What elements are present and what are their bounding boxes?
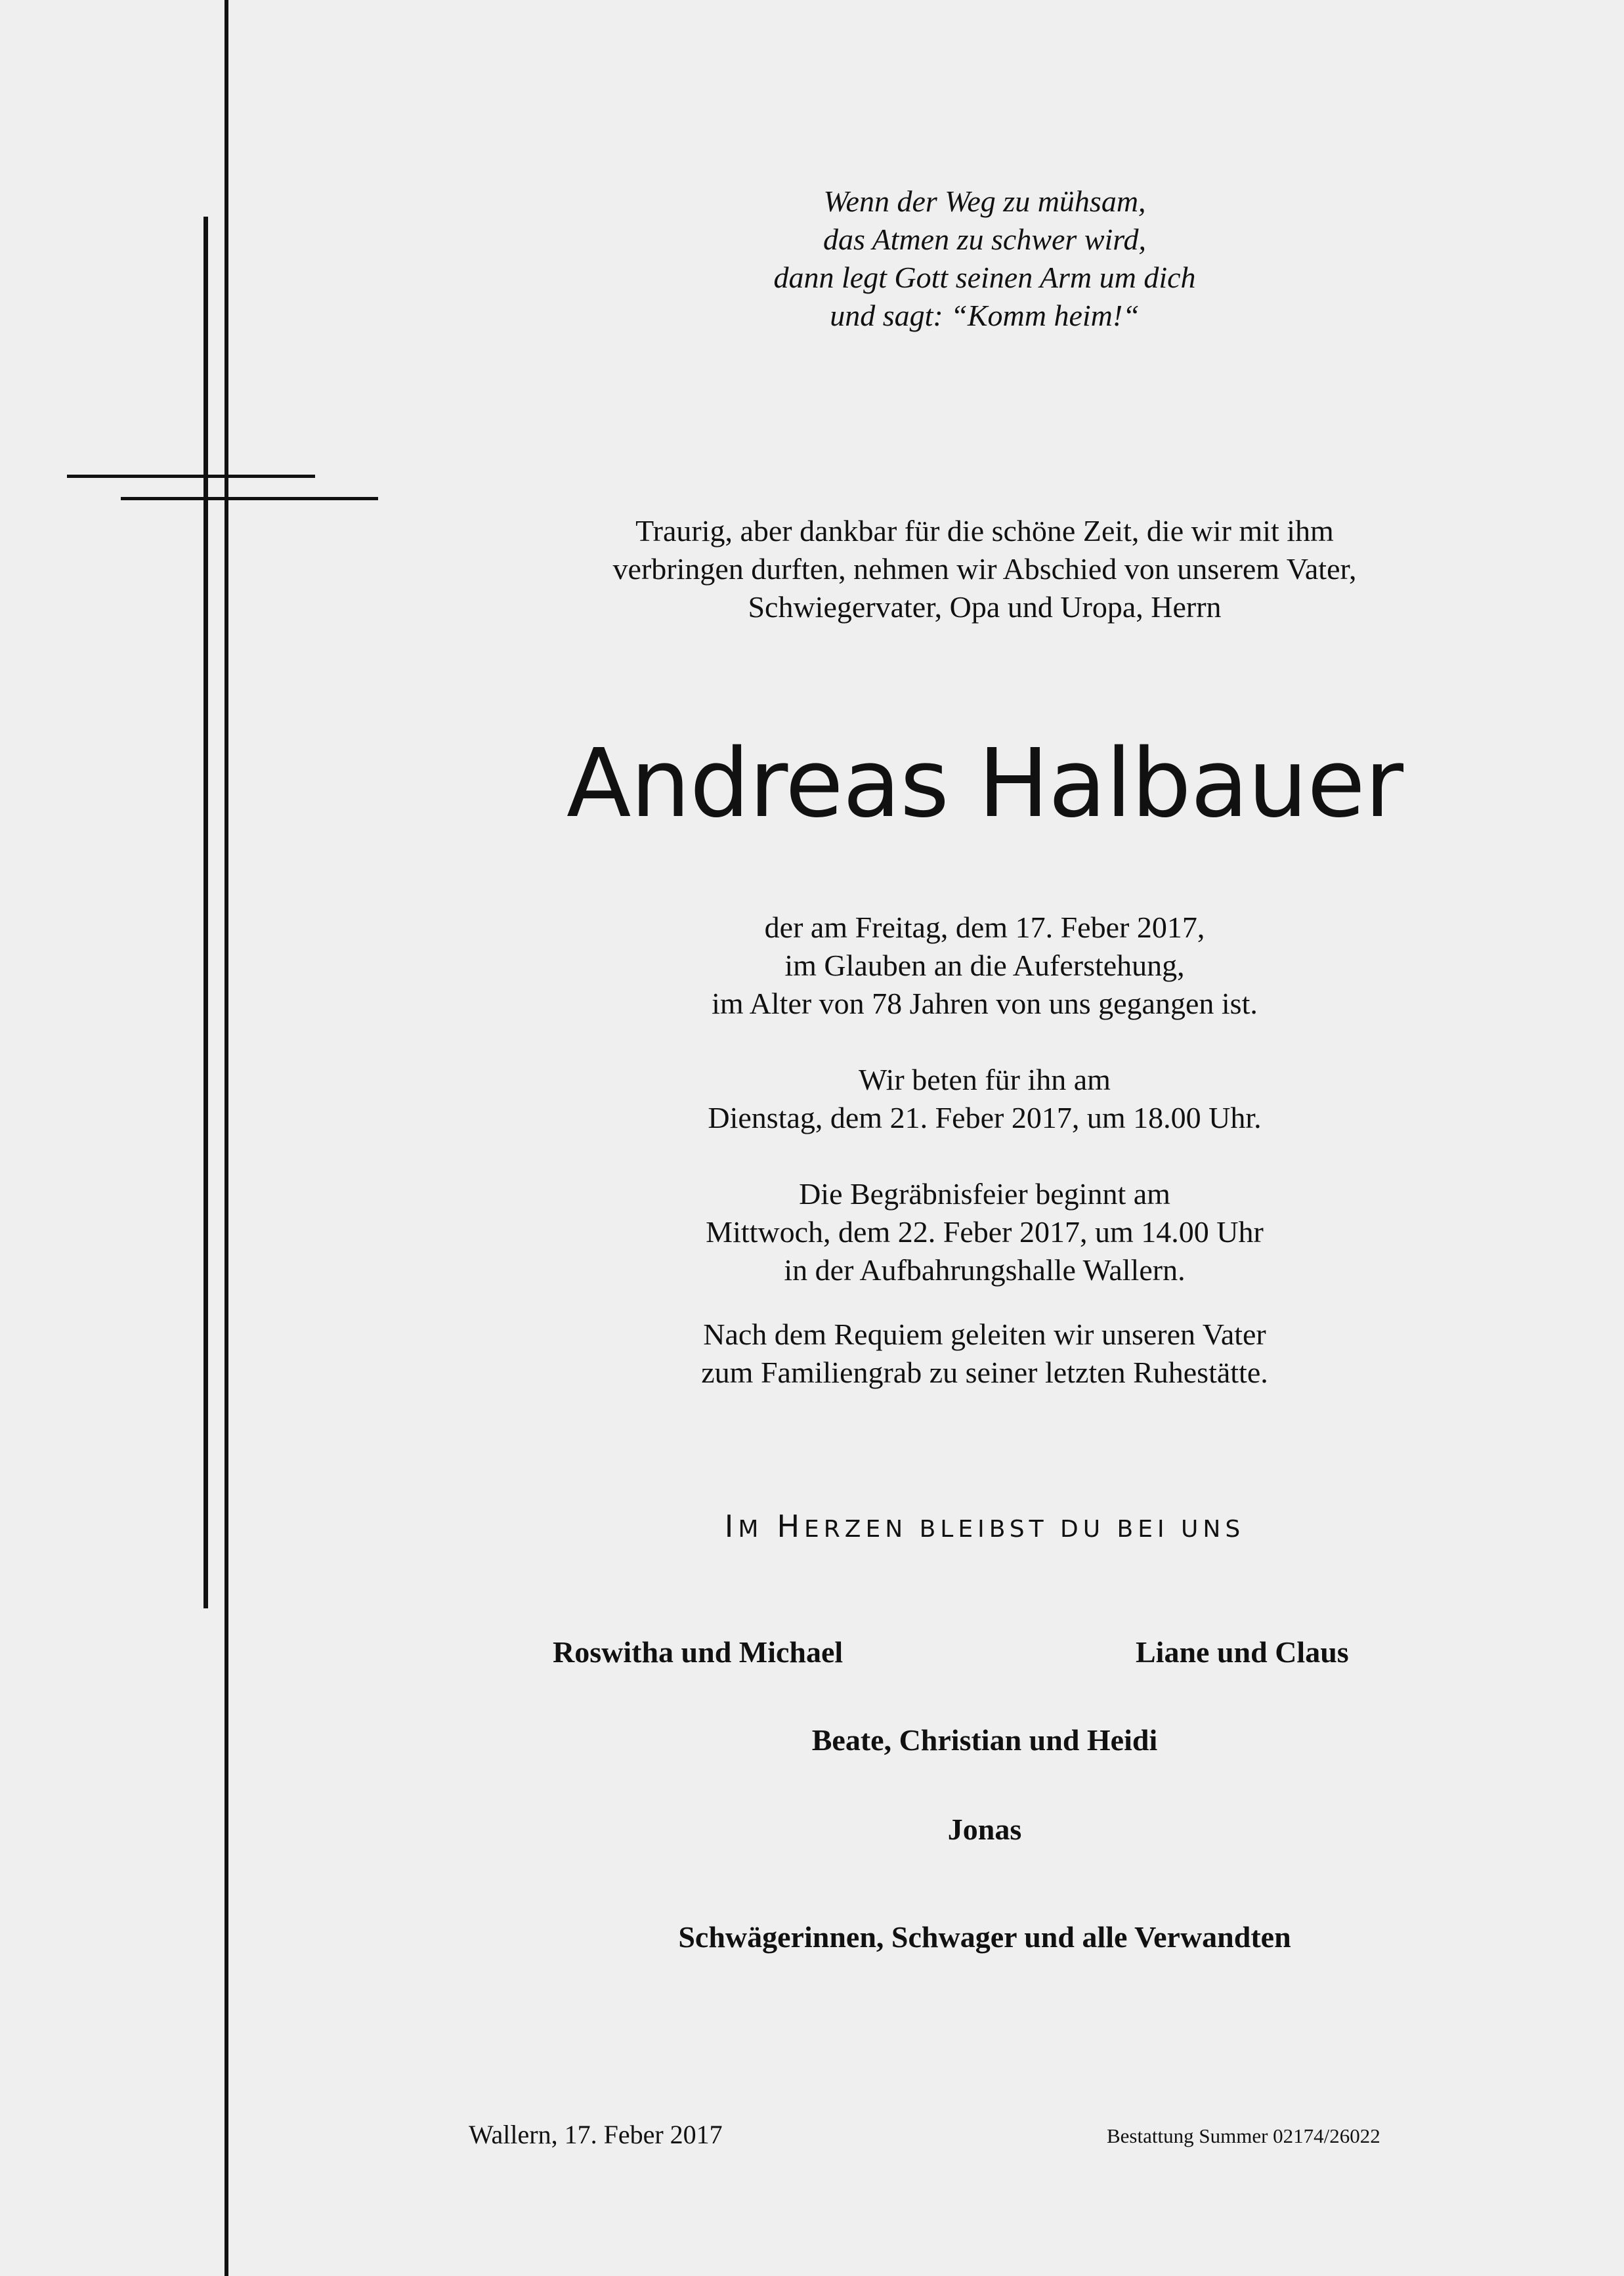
burial-line: zum Familiengrab zu seiner letzten Ruhestätte. (701, 1356, 1268, 1389)
poem-line: und sagt: “Komm heim!“ (830, 299, 1140, 332)
funeral-line: Die Begräbnisfeier beginnt am (799, 1177, 1170, 1211)
death-notice (551, 909, 1418, 1023)
prayer-notice (551, 1061, 1418, 1137)
intro-line: Schwiegervater, Opa und Uropa, Herrn (748, 590, 1222, 624)
motto-initial: I (724, 1509, 738, 1544)
burial-notice (551, 1316, 1418, 1392)
cross-right-vertical-line (224, 0, 228, 2276)
place-date: Wallern, 17. Feber 2017 (469, 2120, 723, 2149)
cross-left-vertical-line (203, 217, 208, 1608)
funeral-notice (551, 1175, 1418, 1289)
death-notice-line: im Alter von 78 Jahren von uns gegangen ist. (712, 987, 1258, 1020)
motto (551, 1507, 1418, 1549)
family-center: Beate, Christian und Heidi (811, 1723, 1158, 1757)
funeral-line: Mittwoch, dem 22. Feber 2017, um 14.00 Uhr (706, 1215, 1264, 1249)
motto-rest: ERZEN BLEIBST DU BEI UNS (804, 1516, 1245, 1543)
cross-lower-horizontal-line (121, 497, 378, 500)
burial-line: Nach dem Requiem geleiten wir unseren Vater (703, 1318, 1266, 1351)
poem-line: Wenn der Weg zu mühsam, (823, 184, 1146, 218)
undertaker-info: Bestattung Summer 02174/26022 (1107, 2124, 1380, 2147)
intro-line: Traurig, aber dankbar für die schöne Zeit, die wir mit ihm (635, 514, 1334, 548)
poem (551, 183, 1418, 335)
deceased-name: Andreas Halbauer (566, 728, 1403, 838)
motto-rest: M (738, 1516, 763, 1543)
prayer-line: Dienstag, dem 21. Feber 2017, um 18.00 Uhr. (708, 1101, 1262, 1134)
family-left: Roswitha und Michael (553, 1635, 844, 1669)
death-notice-line: im Glauben an die Auferstehung, (784, 949, 1185, 982)
funeral-line: in der Aufbahrungshalle Wallern. (784, 1253, 1186, 1287)
family-relatives: Schwägerinnen, Schwager und alle Verwandten (678, 1920, 1291, 1954)
cross-upper-horizontal-line (67, 475, 315, 478)
family-right: Liane und Claus (1136, 1635, 1349, 1669)
motto-initial: H (777, 1509, 805, 1544)
prayer-line: Wir beten für ihn am (859, 1063, 1111, 1096)
intro-line: verbringen durften, nehmen wir Abschied von unserem Vater, (612, 552, 1357, 586)
family-grandchild: Jonas (947, 1813, 1022, 1846)
intro-text (551, 512, 1418, 626)
death-notice-line: der am Freitag, dem 17. Feber 2017, (764, 911, 1205, 944)
poem-line: dann legt Gott seinen Arm um dich (773, 261, 1196, 294)
poem-line: das Atmen zu schwer wird, (823, 223, 1146, 256)
